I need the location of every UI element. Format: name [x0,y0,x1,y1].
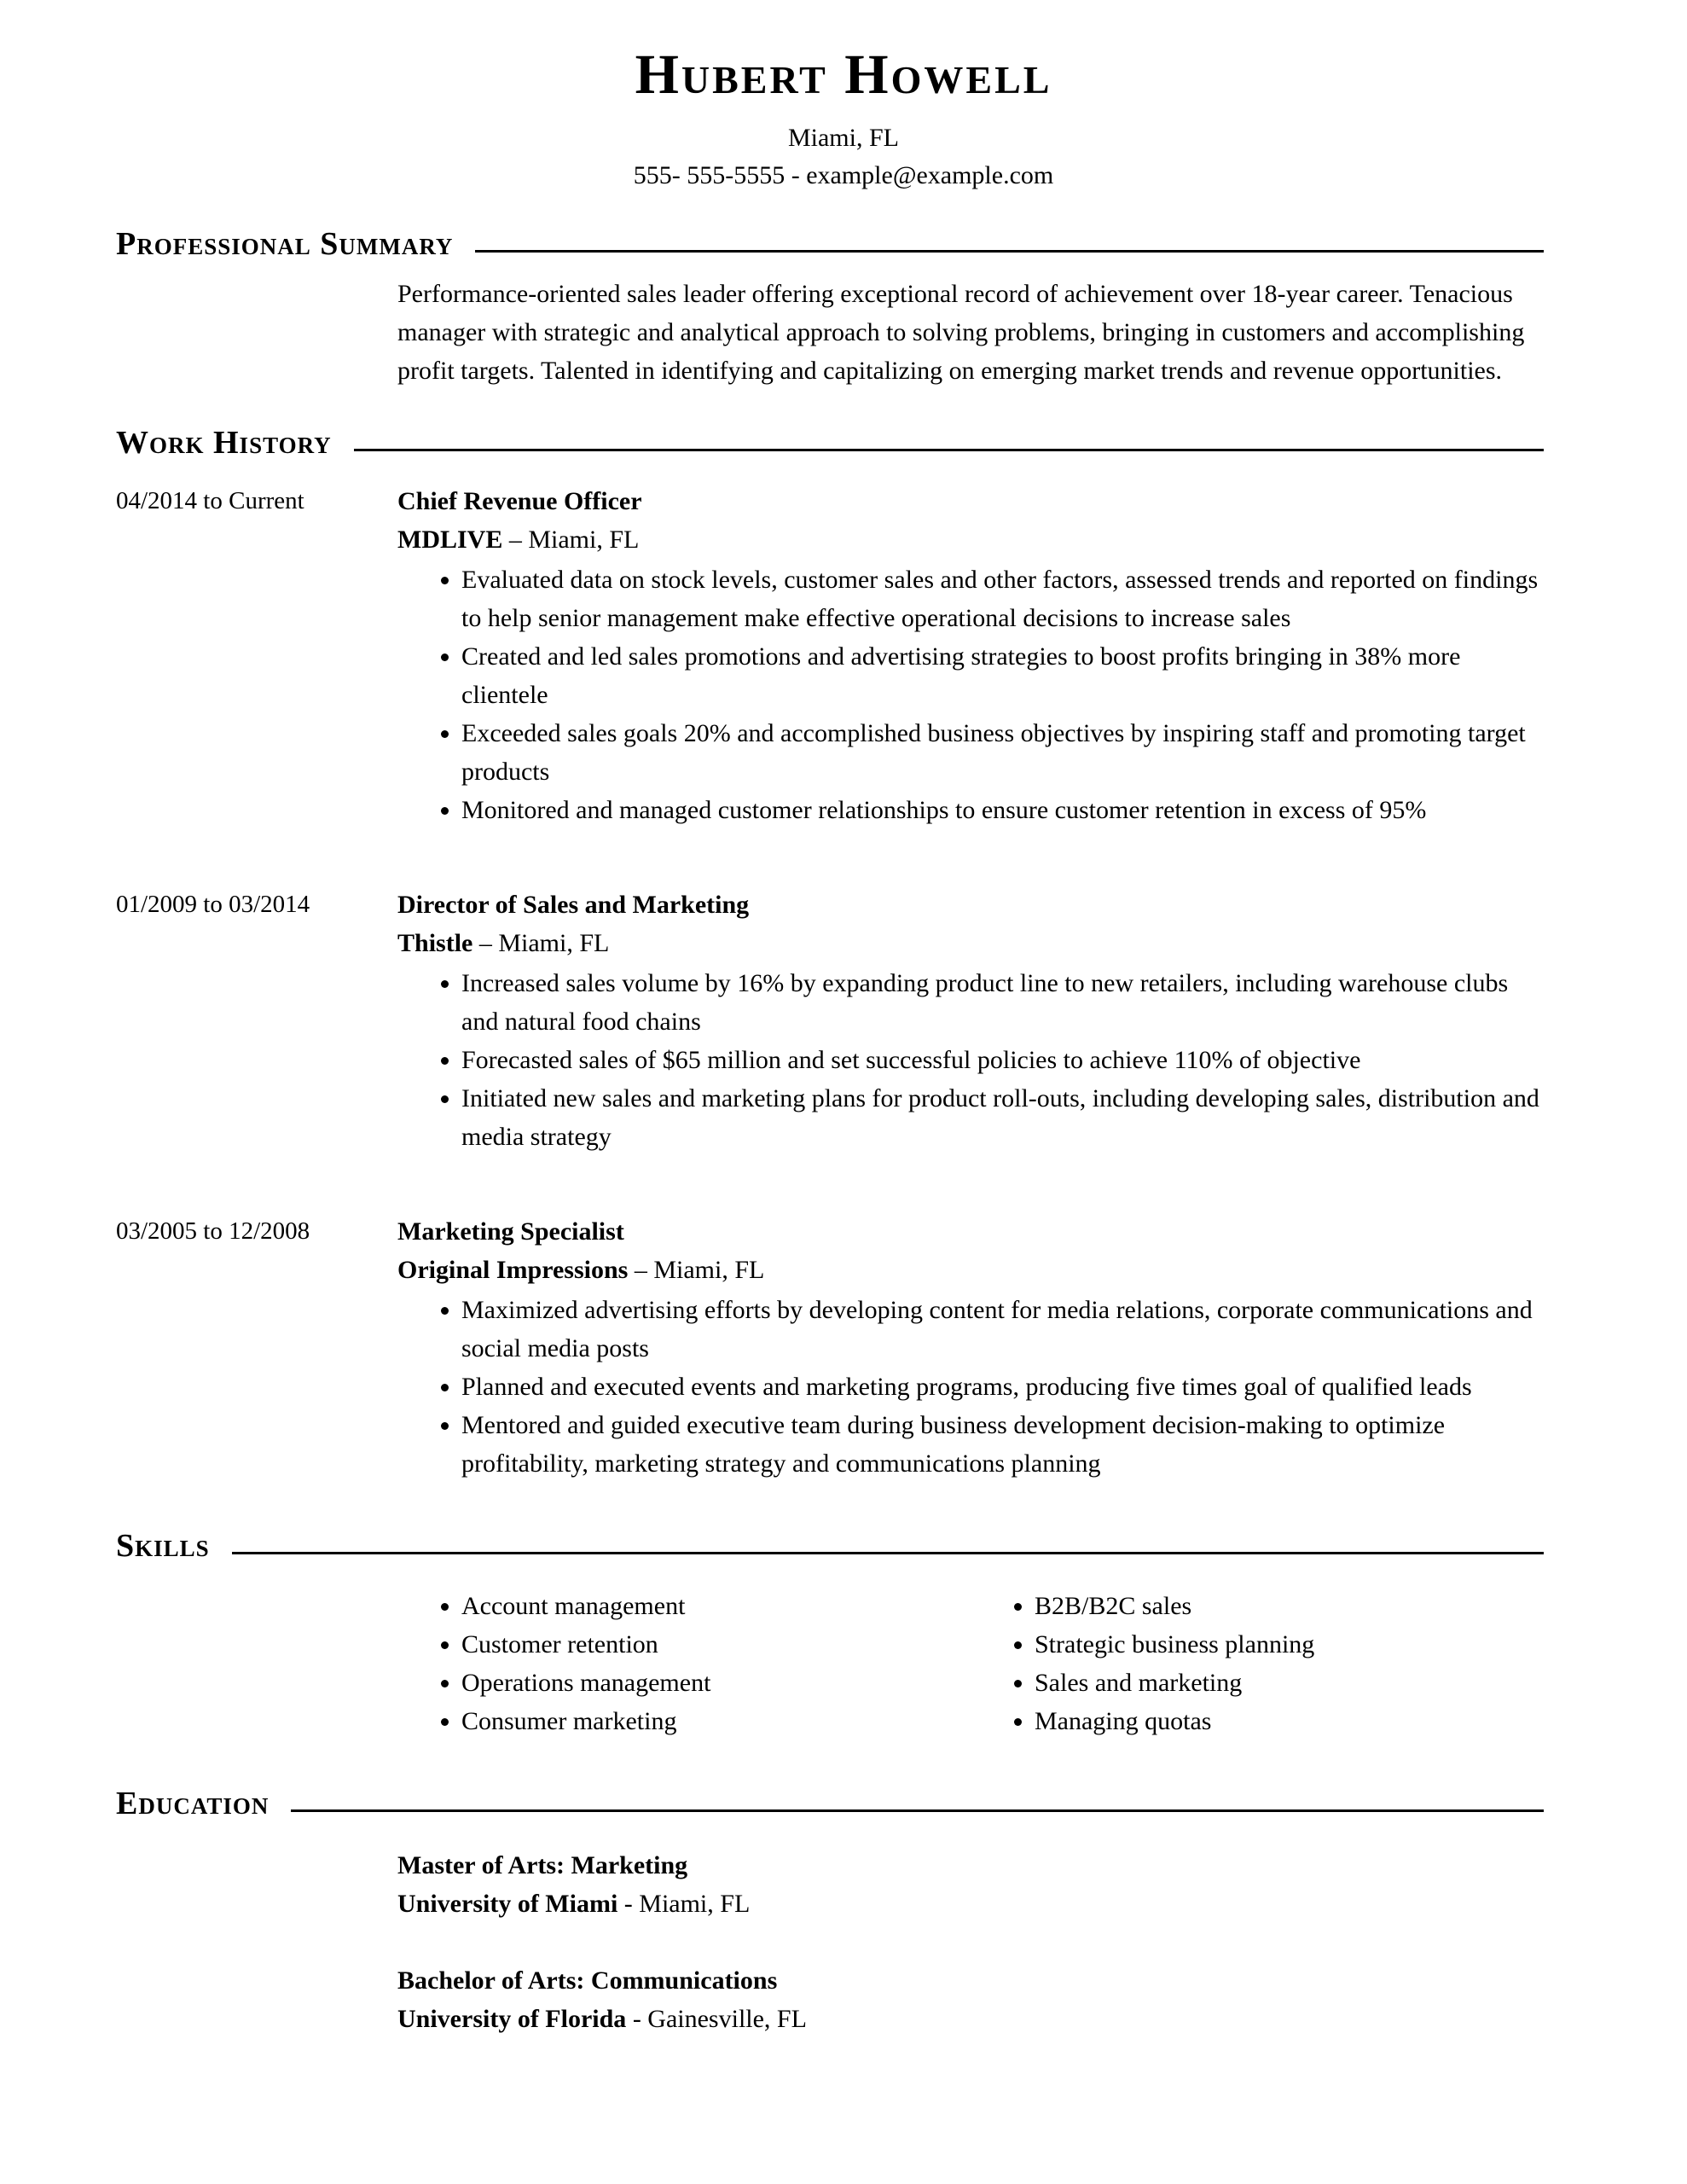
job-details [397,482,1544,829]
job-company-line [397,924,1544,962]
education-school: University of Florida [397,2004,627,2033]
job-details [397,1212,1544,1483]
candidate-location: Miami, FL [787,123,899,152]
job-title: Director of Sales and Marketing [397,890,750,919]
summary-section-title: Professional Summary [116,225,454,262]
skills-column-right [971,1587,1544,1740]
education-school-line [397,2000,1544,2038]
job-bullet: • Created and led sales promotions and advertising strategies to boost profits bringing in 38% more clientele [461,637,1544,714]
skills-column-left [397,1587,971,1740]
job-title: Chief Revenue Officer [397,486,642,515]
section-education [0,1785,1687,2038]
job-entry-chief-revenue-officer [116,482,1544,829]
job-bullet: • Maximized advertising efforts by developing content for media relations, corporate communications and social media posts [461,1291,1544,1368]
job-title: Marketing Specialist [397,1217,624,1246]
job-bullet: • Forecasted sales of $65 million and set successful policies to achieve 110% of objective [461,1041,1544,1079]
company-location: – Miami, FL [478,928,610,957]
summary-section-heading [116,225,1544,263]
education-school-line [397,1885,1544,1923]
job-bullet: • Exceeded sales goals 20% and accomplished business objectives by inspiring staff and promoting target products [461,714,1544,791]
company-name: Thistle [397,928,473,957]
education-section-divider [291,1809,1544,1812]
job-dates: 04/2014 to Current [116,486,304,514]
job-bullet: • Planned and executed events and marketing programs, producing five times goal of qualified leads [461,1368,1544,1406]
job-list [0,482,1687,1483]
skill-item: • Consumer marketing [461,1702,971,1740]
job-details [397,886,1544,1156]
job-bullet: • Initiated new sales and marketing plans for product roll-outs, including developing sales, distribution and media strategy [461,1079,1544,1156]
job-bullet: • Mentored and guided executive team during business development decision-making to optimize profitability, marketing strategy and communications planning [461,1406,1544,1483]
job-dates: 03/2005 to 12/2008 [116,1217,310,1245]
skill-item: • Customer retention [461,1625,971,1664]
section-work-history [0,424,1687,1483]
education-entry-masters [397,1846,1544,1923]
company-name: Original Impressions [397,1255,629,1284]
education-list [397,1846,1544,2038]
skill-item: • Account management [461,1587,971,1625]
education-school: University of Miami [397,1889,618,1918]
summary-text: Performance-oriented sales leader offering exceptional record of achievement over 18-year career. Tenacious manager with strategic and analytical approach to solving problems, bringing in customers and accomplishing profit targets. Talented in identifying and capitalizing on emerging market trends and revenue opportunities. [397,279,1525,385]
job-bullet-list [397,1291,1544,1483]
company-location: – Miami, FL [508,525,640,554]
skills-columns [397,1587,1544,1740]
job-company-line [397,520,1544,559]
skills-section-divider [232,1552,1544,1554]
education-entry-bachelors [397,1961,1544,2038]
job-dates: 01/2009 to 03/2014 [116,890,310,918]
job-bullet: • Increased sales volume by 16% by expanding product line to new retailers, including warehouse clubs and natural food chains [461,964,1544,1041]
section-skills [0,1527,1687,1740]
candidate-name: Hubert Howell [635,44,1052,106]
education-section-heading [116,1785,1544,1822]
job-company-line [397,1251,1544,1289]
work-section-title: Work History [116,424,332,461]
company-name: MDLIVE [397,525,503,554]
work-section-heading [116,424,1544,462]
skill-item: • Managing quotas [1035,1702,1544,1740]
education-degree: Master of Arts: Marketing [397,1850,688,1879]
candidate-contact: 555- 555-5555 - example@example.com [633,160,1054,189]
summary-section-divider [475,250,1544,253]
job-bullet-list [397,561,1544,829]
job-bullet: • Evaluated data on stock levels, customer sales and other factors, assessed trends and reported on findings to help senior management make effective operational decisions to increase sales [461,561,1544,637]
job-bullet: • Monitored and managed customer relationships to ensure customer retention in excess of 95% [461,791,1544,829]
work-section-divider [354,449,1544,451]
skill-item: • Operations management [461,1664,971,1702]
education-location: - Gainesville, FL [632,2004,807,2033]
skill-item: • Sales and marketing [1035,1664,1544,1702]
resume-header [0,43,1687,195]
job-entry-marketing-specialist [116,1212,1544,1483]
job-bullet-list [397,964,1544,1156]
job-entry-director-sales-marketing [116,886,1544,1156]
company-location: – Miami, FL [634,1255,765,1284]
skill-item: • Strategic business planning [1035,1625,1544,1664]
skills-section-heading [116,1527,1544,1565]
skill-item: • B2B/B2C sales [1035,1587,1544,1625]
section-professional-summary [0,225,1687,390]
education-degree: Bachelor of Arts: Communications [397,1966,778,1995]
skills-section-title: Skills [116,1527,210,1564]
education-location: - Miami, FL [623,1889,751,1918]
education-section-title: Education [116,1785,270,1821]
